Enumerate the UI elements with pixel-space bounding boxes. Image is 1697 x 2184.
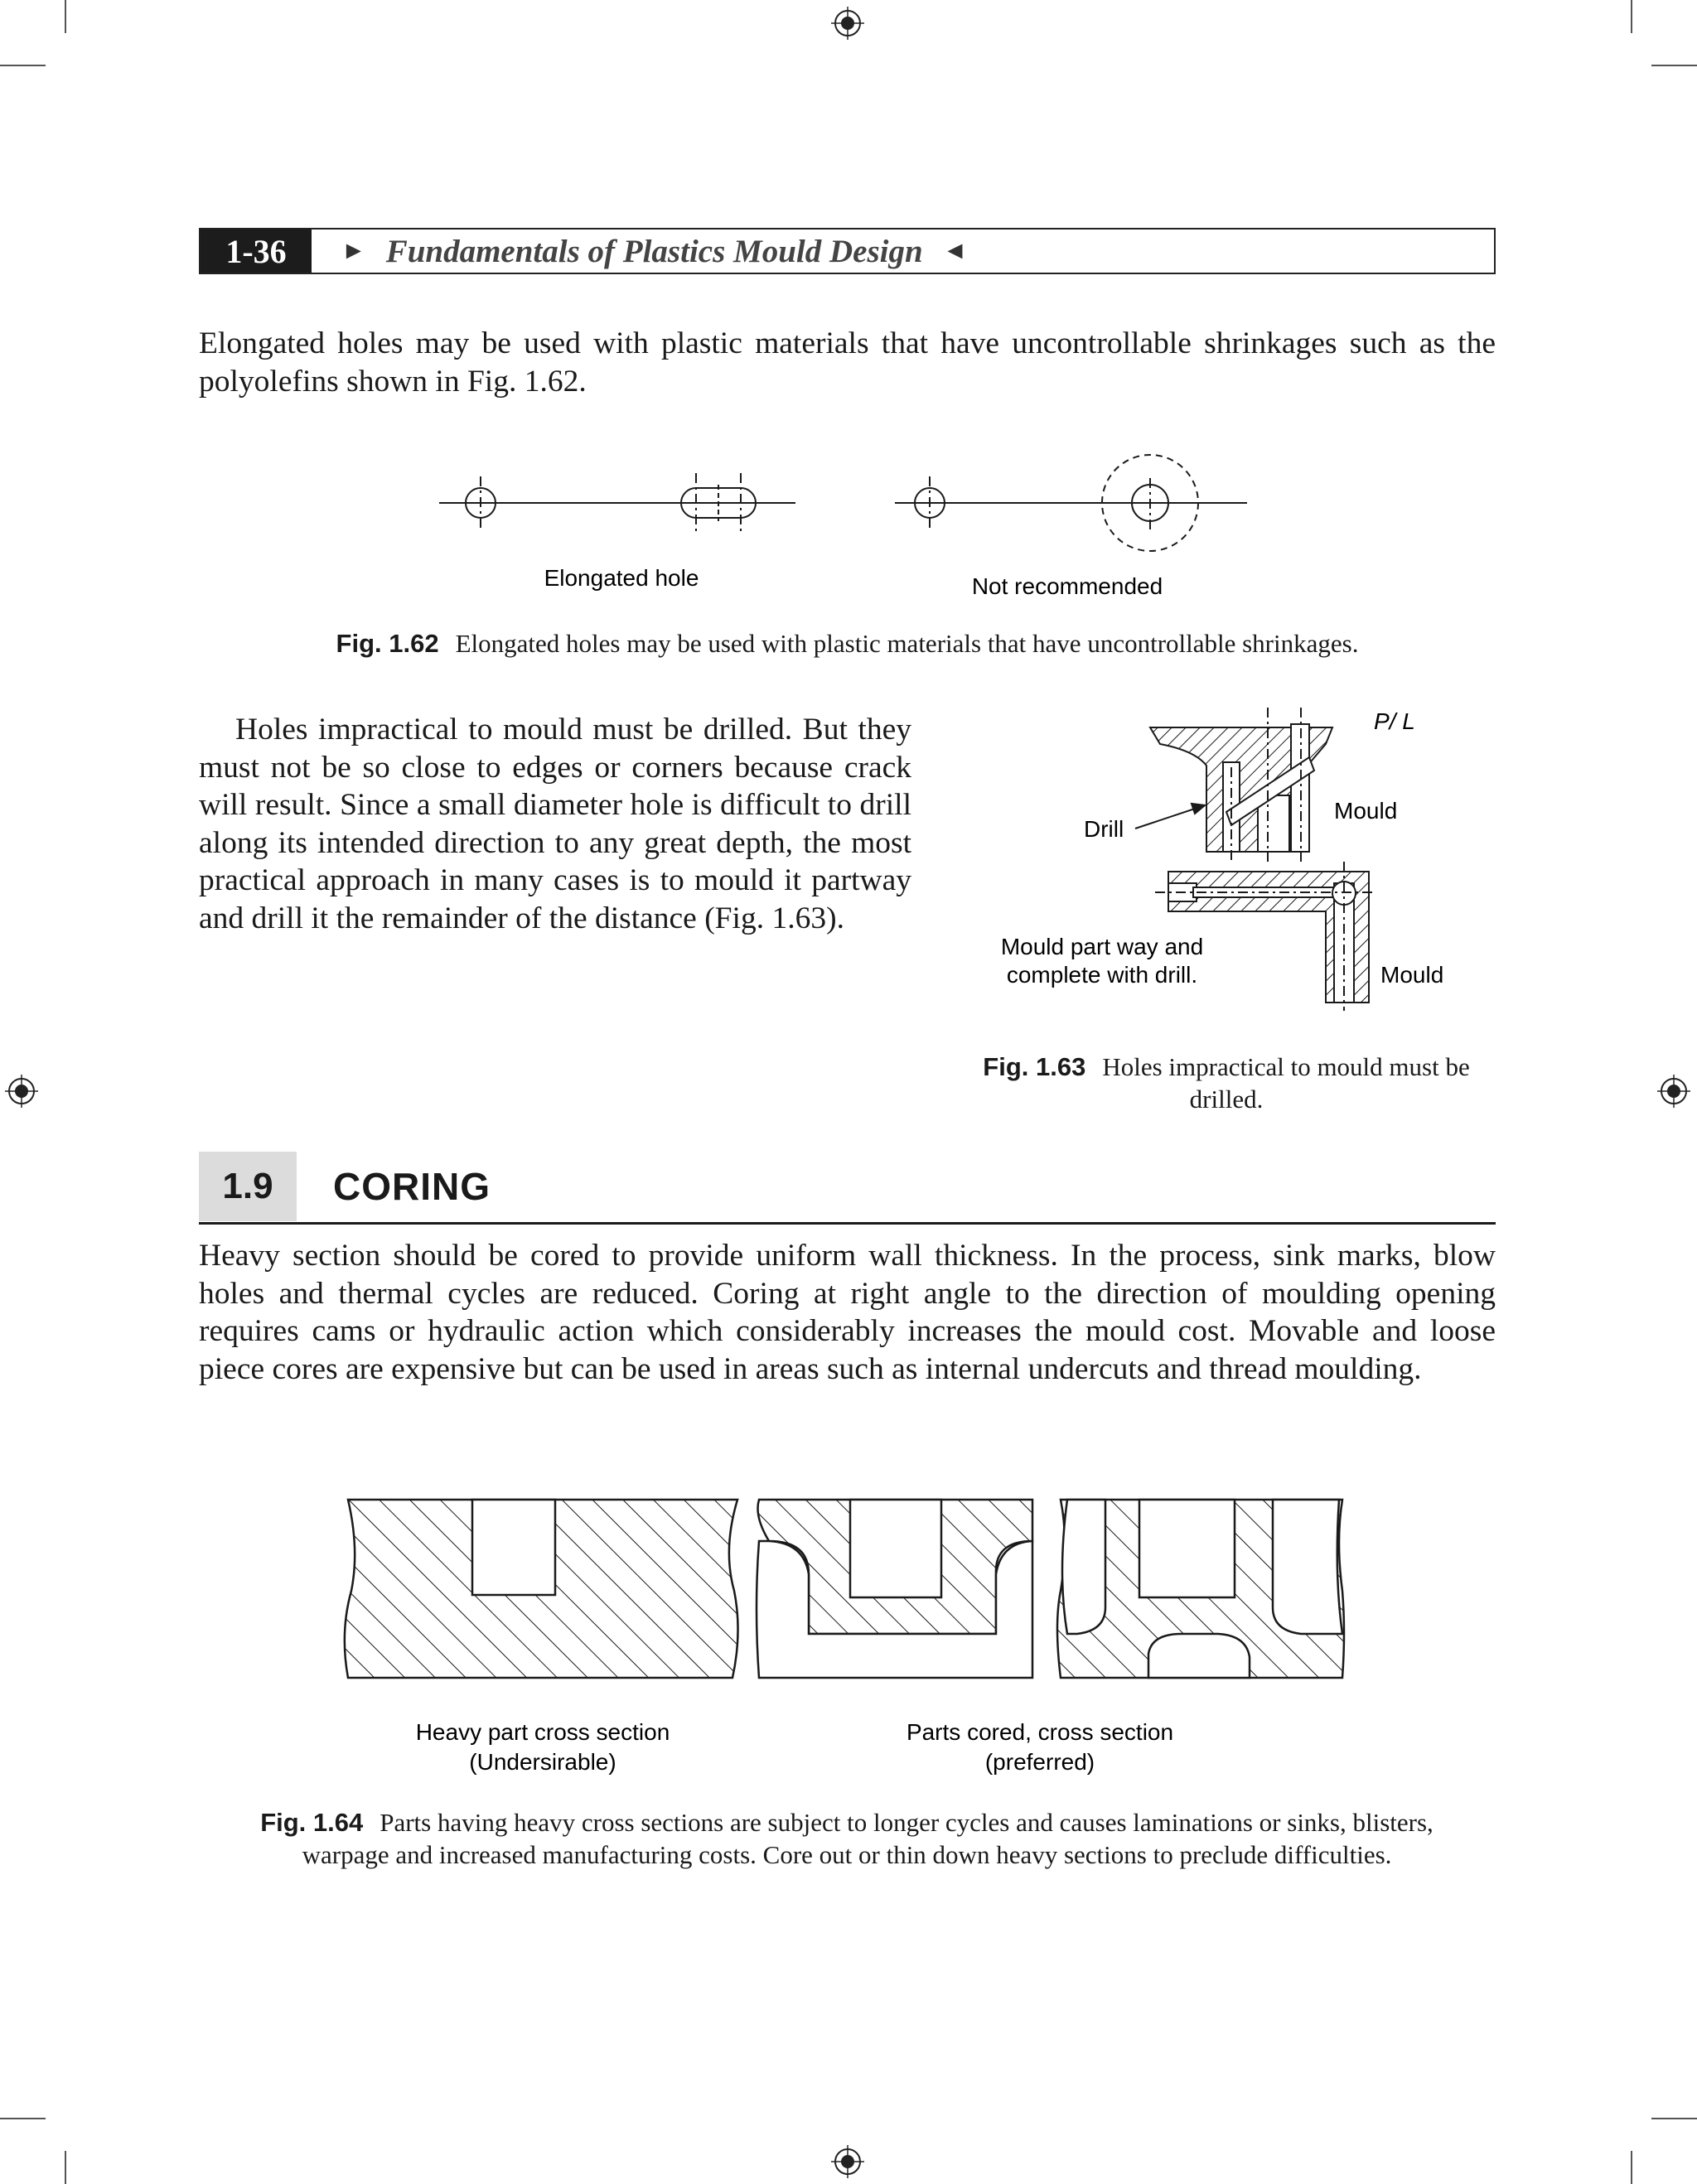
fig-1-64-caption [217, 1806, 1477, 1871]
coring-paragraph: Heavy section should be cored to provide uniform wall thickness. In the process, sink marks, blow holes and thermal cycles are reduced. Coring at right angle to the direction of moulding opening requires cams or hydraulic action which considerably increases the mould cost. Movable and loose piece cores are expensive but can be used in areas such as internal undercuts and thread moulding. [199, 1239, 1496, 1386]
fig-1-63-drawing [978, 696, 1508, 1019]
fig-1-64-label-right-2: (preferred) [984, 1749, 1095, 1775]
fig-1-63-label-partway-1: Mould part way and [1000, 934, 1204, 959]
crop-mark [65, 2151, 66, 2184]
fig-1-63-label-mould-top: Mould [1334, 798, 1398, 824]
registration-mark-icon [831, 7, 864, 40]
book-title-bar [341, 230, 967, 273]
arrow-left-icon: ◄ [942, 237, 968, 264]
fig-1-62-label-right: Not recommended [971, 573, 1163, 599]
registration-mark-icon [831, 2145, 864, 2178]
fig-1-62-caption-text: Elongated holes may be used with plastic materials that have uncontrollable shrinkages. [455, 629, 1359, 658]
book-title: Fundamentals of Plastics Mould Design [385, 233, 923, 269]
section-heading [199, 1152, 1496, 1225]
arrow-right-icon: ► [341, 237, 366, 264]
fig-1-63-label-partway-2: complete with drill. [1006, 962, 1198, 988]
fig-1-64-label-left-2: (Undersirable) [469, 1749, 616, 1775]
fig-1-62-drawing [439, 460, 1251, 609]
crop-mark [1651, 2118, 1697, 2119]
fig-1-62-caption [199, 627, 1496, 660]
fig-1-64-drawing [340, 1491, 1359, 1781]
fig-1-63-label-drill: Drill [1084, 816, 1124, 842]
fig-1-63-caption [953, 1051, 1500, 1115]
fig-1-63-label-mould-bottom: Mould [1380, 962, 1444, 988]
fig-1-64-label-right-1: Parts cored, cross section [906, 1719, 1174, 1745]
crop-mark [0, 2118, 46, 2119]
page-number: 1-36 [201, 230, 312, 273]
fig-1-64-caption-text: Parts having heavy cross sections are subject to longer cycles and causes laminations or sinks, blisters, warpage and increased manufacturing costs. Core out or thin down heavy sections to preclude difficulties. [302, 1808, 1434, 1869]
fig-1-63-label-pl: P/ L [1374, 708, 1415, 734]
fig-1-63-caption-text: Holes impractical to mould must be drilled. [1102, 1052, 1470, 1114]
fig-1-64-label-left-1: Heavy part cross section [415, 1719, 670, 1745]
section-title: CORING [333, 1165, 491, 1208]
running-header [199, 228, 1496, 274]
section-number: 1.9 [199, 1152, 297, 1221]
crop-mark [0, 65, 46, 66]
holes-paragraph: Holes impractical to mould must be drilled. But they must not be so close to edges or corners because crack will result. Since a small diameter hole is difficult to drill along its intended direction to any great depth, the most practical approach in many cases is to mould it partway and drill it the remainder of the distance (Fig. 1.63). [199, 713, 911, 935]
crop-mark [1631, 0, 1632, 33]
fig-1-62-number: Fig. 1.62 [336, 629, 439, 658]
fig-1-62-label-left: Elongated hole [544, 565, 699, 591]
crop-mark [1651, 65, 1697, 66]
intro-paragraph: Elongated holes may be used with plastic materials that have uncontrollable shrinkages such as the polyolefins shown in Fig. 1.62. [199, 326, 1496, 399]
registration-mark-icon [5, 1075, 38, 1108]
registration-mark-icon [1657, 1075, 1690, 1108]
crop-mark [1631, 2151, 1632, 2184]
crop-mark [65, 0, 66, 33]
fig-1-64-number: Fig. 1.64 [260, 1808, 364, 1837]
fig-1-63-number: Fig. 1.63 [983, 1052, 1086, 1081]
